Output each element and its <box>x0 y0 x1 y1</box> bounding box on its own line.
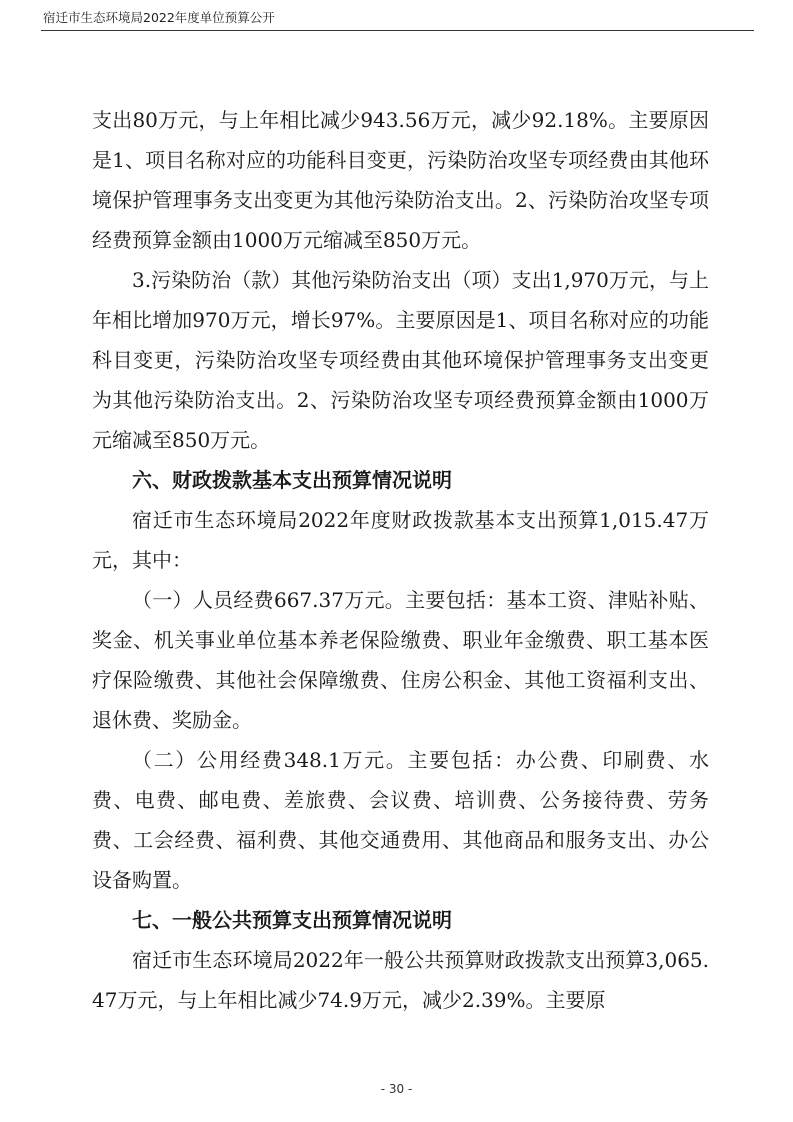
paragraph-item-3: 3.污染防治（款）其他污染防治支出（项）支出1,970万元，与上年相比增加970万元，增长97%。主要原因是1、项目名称对应的功能科目变更，污染防治攻坚专项经费由其他环境保护管理事务支出变更为其他污染防治支出。2、污染防治攻坚专项经费预算金额由1000万元缩减至850万元。 <box>92 268 709 452</box>
page-number: - 30 - <box>380 1082 413 1096</box>
section-heading-7: 七、一般公共预算支出预算情况说明 <box>132 908 452 932</box>
paragraph-continuation: 支出80万元，与上年相比减少943.56万元，减少92.18%。主要原因是1、项目名称对应的功能科目变更，污染防治攻坚专项经费由其他环境保护管理事务支出变更为其他污染防治支出。2、污染防治攻坚专项经费预算金额由1000万元缩减至850万元。 <box>92 108 709 252</box>
header-divider <box>41 30 754 31</box>
paragraph-public-funds: （二）公用经费348.1万元。主要包括：办公费、印刷费、水费、电费、邮电费、差旅费、会议费、培训费、公务接待费、劳务费、工会经费、福利费、其他交通费用、其他商品和服务支出、办公设备购置。 <box>92 748 709 892</box>
section-heading-6: 六、财政拨款基本支出预算情况说明 <box>132 468 452 492</box>
paragraph-general-budget: 宿迁市生态环境局2022年一般公共预算财政拨款支出预算3,065.47万元，与上年相比减少74.9万元，减少2.39%。主要原 <box>92 948 709 1012</box>
document-body <box>92 100 709 1020</box>
paragraph-personnel-funds: （一）人员经费667.37万元。主要包括：基本工资、津贴补贴、奖金、机关事业单位基本养老保险缴费、职业年金缴费、职工基本医疗保险缴费、其他社会保障缴费、住房公积金、其他工资福利支出、退休费、奖励金。 <box>92 588 709 732</box>
page-header: 宿迁市生态环境局2022年度单位预算公开 <box>43 10 275 25</box>
paragraph-basic-expenditure: 宿迁市生态环境局2022年度财政拨款基本支出预算1,015.47万元，其中： <box>92 508 709 572</box>
